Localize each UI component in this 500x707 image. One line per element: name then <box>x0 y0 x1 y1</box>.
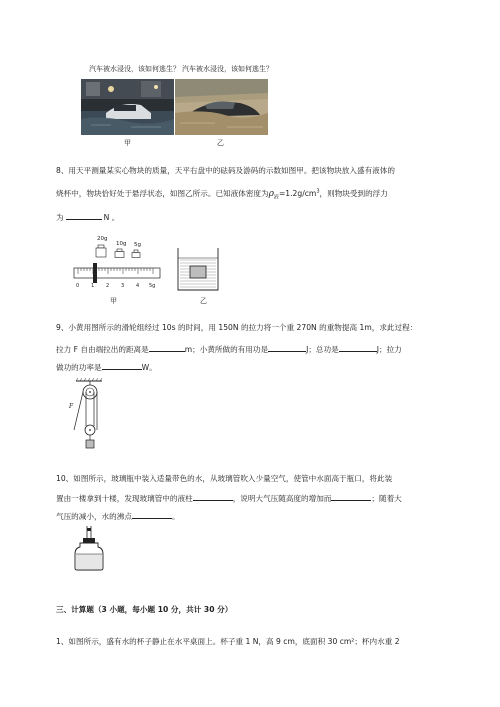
scale-tick-3: 3 <box>121 283 125 289</box>
weight-10g-label: 10g <box>116 241 127 247</box>
q10-column-blank[interactable] <box>193 492 233 501</box>
pulley-system-figure <box>68 378 108 454</box>
beaker-figure <box>176 246 220 292</box>
scale-tick-5: 5g <box>149 283 156 289</box>
flooded-car-photo-left <box>81 79 174 135</box>
q8-answer-blank[interactable] <box>66 211 102 220</box>
q9-line-3: 做功的功率是 W。 <box>56 363 157 372</box>
q10-boiling-point-blank[interactable] <box>132 510 172 519</box>
q8-line-2: 烧杯中，物块恰好处于悬浮状态，如图乙所示。已知液体密度为$\rho_液=1.2g/cm^3$，则物块受到的浮力 <box>56 188 388 201</box>
q9-useful-work-blank[interactable] <box>268 343 306 352</box>
photo-caption-left: 汽车被水浸没，该如何逃生？ <box>89 65 180 73</box>
figure-label-jia: 甲 <box>110 297 117 305</box>
section-3-heading: 三、计算题（3 小题，每小题 10 分，共计 30 分） <box>56 605 233 614</box>
weight-20g-label: 20g <box>97 236 108 242</box>
photo-label-jia: 甲 <box>124 139 131 147</box>
figure-label-yi: 乙 <box>200 297 207 305</box>
photo-caption-right: 汽车被水浸没，该如何逃生？ <box>182 65 273 73</box>
glass-bottle-figure <box>72 524 106 572</box>
scale-tick-0: 0 <box>76 283 80 289</box>
q10-line-3: 气压的减小，水的沸点 。 <box>56 512 180 521</box>
q10-line-1: 10、如图所示，玻璃瓶中装入适量带色的水，从玻璃管吹入少量空气，使管中水面高于瓶口，将此装 <box>56 474 393 483</box>
q10-line-2: 置由一楼拿到十楼，发现玻璃管中的液柱 ，说明大气压随高度的增加而 ；随着大 <box>56 494 402 503</box>
calc-q1-line-1: 1、如图所示，盛有水的杯子静止在水平桌面上。杯子重 1 N，高 9 cm，底面积 30 cm²；杯内水重 2 <box>56 637 400 646</box>
q9-total-work-blank[interactable] <box>339 343 377 352</box>
q9-line-1: 9、小黄用图所示的滑轮组经过 10s 的时间，用 150N 的拉力将一个重 270N 的重物提高 1m，求此过程： <box>56 323 418 332</box>
scale-tick-2: 2 <box>106 283 110 289</box>
force-f-label: F <box>69 403 74 410</box>
q9-distance-blank[interactable] <box>149 343 185 352</box>
photo-label-yi: 乙 <box>217 139 224 147</box>
weight-5g-label: 5g <box>134 242 141 248</box>
flooded-car-photo-right <box>175 79 268 135</box>
scale-tick-4: 4 <box>136 283 140 289</box>
q10-pressure-blank[interactable] <box>331 492 371 501</box>
q9-line-2: 拉力 F 自由端拉出的距离是 m；小黄所做的有用功是 J；总功是 J；拉力 <box>56 345 402 354</box>
scale-tick-1: 1 <box>91 283 95 289</box>
q8-line-3: 为 N 。 <box>56 213 120 222</box>
q9-power-blank[interactable] <box>102 361 142 370</box>
q8-line-1: 8、用天平测量某实心物块的质量，天平右盘中的砝码及游码的示数如图甲。把该物块放入盛有液体的 <box>56 166 395 175</box>
weights-and-scale-figure <box>72 232 164 302</box>
